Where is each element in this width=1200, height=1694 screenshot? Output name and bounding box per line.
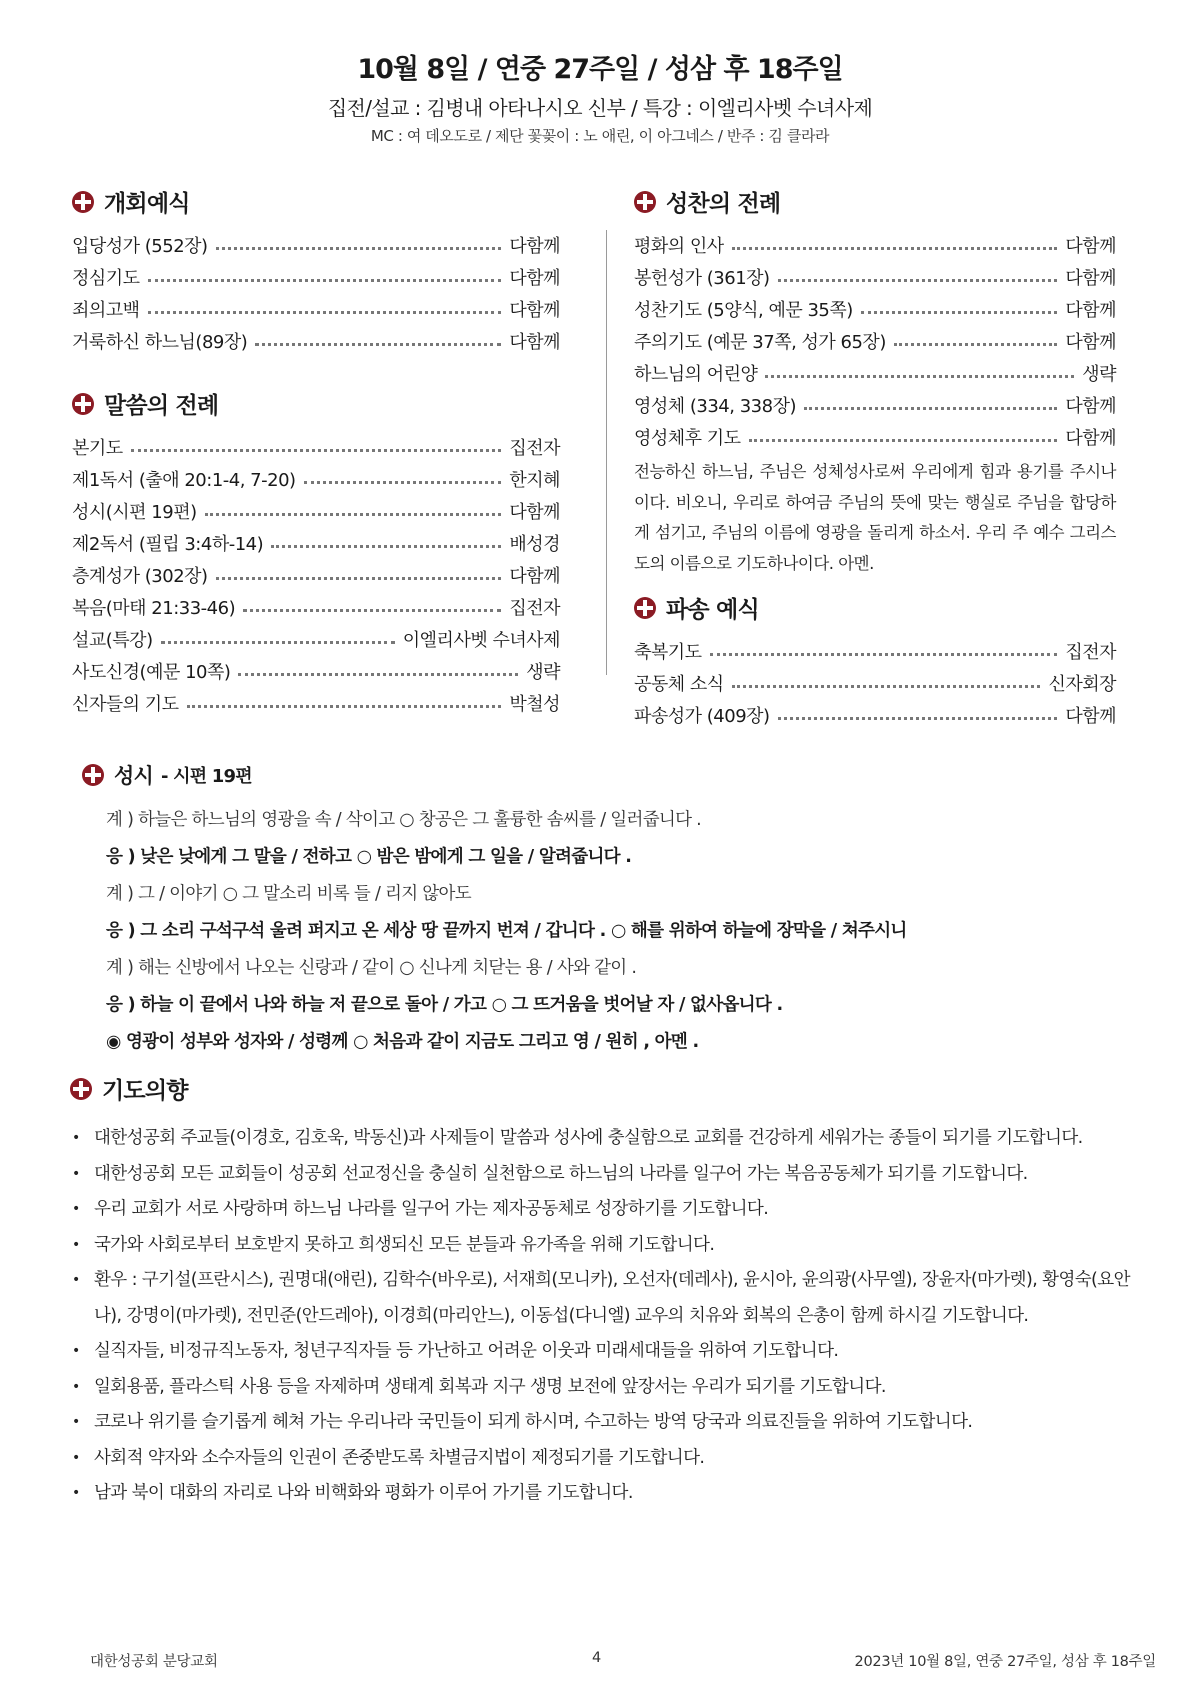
order-item-value: 다함께	[509, 268, 560, 289]
order-row	[634, 667, 1116, 699]
order-item-value: 다함께	[1065, 268, 1116, 289]
section-title: 성찬의 전례	[634, 185, 1116, 218]
order-item-label: 축복기도	[634, 642, 702, 663]
order-row	[72, 463, 560, 495]
order-item-value: 다함께	[1065, 300, 1116, 321]
dot-leader	[804, 407, 1057, 410]
intention-item: • 일회용품, 플라스틱 사용 등을 자제하며 생태계 회복과 지구 생명 보전에 앞장서는 우리가 되기를 기도합니다.	[70, 1370, 1150, 1406]
order-row	[72, 559, 560, 591]
order-item-value: 다함께	[1065, 706, 1116, 727]
order-row	[72, 293, 560, 325]
order-item-value: 다함께	[1065, 332, 1116, 353]
order-row	[72, 229, 560, 261]
dot-leader	[732, 247, 1058, 250]
section-title: 성시 - 시편 19편	[82, 760, 1142, 790]
psalm-line: 응 ) 그 소리 구석구석 울려 퍼지고 온 세상 땅 끝까지 번져 / 갑니다 . ○ 해를 위하여 하늘에 장막을 / 쳐주시니	[106, 921, 907, 941]
order-list	[72, 229, 560, 357]
order-row	[72, 527, 560, 559]
cross-circle-icon	[72, 191, 94, 213]
section-title: 개회예식	[72, 185, 560, 218]
psalm-lines	[82, 802, 1142, 1061]
order-item-value: 다함께	[509, 566, 560, 587]
dot-leader	[778, 717, 1058, 720]
order-item-value: 다함께	[509, 236, 560, 257]
psalm-line: 응 ) 하늘 이 끝에서 나와 하늘 저 끝으로 돌아 / 가고 ○ 그 뜨거움을 벗어날 자 / 없사옵니다 .	[106, 995, 783, 1015]
intention-item: • 국가와 사회로부터 보호받지 못하고 희생되신 모든 분들과 유가족을 위해 기도합니다.	[70, 1228, 1150, 1264]
cross-circle-icon	[70, 1078, 92, 1100]
dot-leader	[161, 641, 395, 644]
dot-leader	[187, 705, 502, 708]
section-title: 파송 예식	[634, 591, 1116, 624]
order-row	[634, 635, 1116, 667]
order-item-value: 신자회장	[1048, 674, 1116, 695]
dot-leader	[255, 343, 501, 346]
cross-circle-icon	[634, 597, 656, 619]
order-row	[72, 431, 560, 463]
order-list	[634, 635, 1116, 731]
intentions-section	[70, 1072, 1150, 1512]
dot-leader	[861, 311, 1058, 314]
dismissal-section	[634, 591, 1116, 731]
order-item-value: 이엘리사벳 수녀사제	[402, 630, 560, 651]
right-column	[634, 185, 1116, 731]
psalm-line: 계 ) 하늘은 하느님의 영광을 속 / 삭이고 ○ 창공은 그 훌륭한 솜씨를 / 일러줍니다 .	[106, 810, 702, 830]
psalm-line: 응 ) 낮은 낮에게 그 말을 / 전하고 ○ 밤은 밤에게 그 일을 / 알려줍니다 .	[106, 847, 632, 867]
intention-item: • 실직자들, 비정규직노동자, 청년구직자들 등 가난하고 어려운 이웃과 미래세대들을 위하여 기도합니다.	[70, 1334, 1150, 1370]
order-row	[634, 229, 1116, 261]
order-item-label: 죄의고백	[72, 300, 140, 321]
order-item-value: 다함께	[1065, 236, 1116, 257]
order-row	[72, 687, 560, 719]
psalm-line: 계 ) 그 / 이야기 ○ 그 말소리 비록 들 / 리지 않아도	[106, 884, 471, 904]
intention-item: • 대한성공회 주교들(이경호, 김호욱, 박동신)과 사제들이 말씀과 성사에 충실함으로 교회를 건강하게 세워가는 종들이 되기를 기도합니다.	[70, 1121, 1150, 1157]
order-item-label: 공동체 소식	[634, 674, 724, 695]
order-item-label: 입당성가 (552장)	[72, 236, 208, 257]
bulletin-header	[0, 52, 1200, 147]
order-item-value: 생략	[1082, 364, 1116, 385]
order-item-label: 성찬기도 (5양식, 예문 35쪽)	[634, 300, 853, 321]
order-item-label: 평화의 인사	[634, 236, 724, 257]
order-item-label: 봉헌성가 (361장)	[634, 268, 770, 289]
order-item-value: 집전자	[509, 438, 560, 459]
eucharist-section	[634, 185, 1116, 579]
column-divider	[606, 230, 607, 675]
section-title: 기도의향	[70, 1072, 1150, 1105]
church-name: 대한성공회 분당교회	[90, 1654, 218, 1670]
dot-leader	[216, 577, 502, 580]
order-row	[634, 261, 1116, 293]
intention-item: • 남과 북이 대화의 자리로 나와 비핵화와 평화가 이루어 가기를 기도합니다.	[70, 1476, 1150, 1512]
dot-leader	[710, 653, 1058, 656]
order-row	[634, 325, 1116, 357]
order-item-label: 신자들의 기도	[72, 694, 179, 715]
section-title: 말씀의 전례	[72, 387, 560, 420]
dot-leader	[765, 375, 1074, 378]
intention-item: • 대한성공회 모든 교회들이 성공회 선교정신을 충실히 실천함으로 하느님의 나라를 일구어 가는 복음공동체가 되기를 기도합니다.	[70, 1157, 1150, 1193]
left-column	[72, 185, 560, 719]
dot-leader	[894, 343, 1057, 346]
psalm-section	[82, 760, 1142, 1061]
order-item-value: 집전자	[1065, 642, 1116, 663]
order-item-label: 제1독서 (출애 20:1-4, 7-20)	[72, 470, 296, 491]
opening-section	[72, 185, 560, 357]
intention-item: • 환우 : 구기설(프란시스), 권명대(애린), 김학수(바우로), 서재희(모니카), 오선자(데레사), 윤시아, 윤의광(사무엘), 장윤자(마가렛), 황영숙(요안나), 강명이(마가렛), 전민준(안드레아), 이경희(마리안느), 이동섭(다니엘) 교우의 치유와 회복의 은총이 함께 하시길 기도합니다.	[70, 1263, 1150, 1334]
order-row	[72, 623, 560, 655]
order-item-value: 다함께	[509, 332, 560, 353]
word-section	[72, 387, 560, 719]
order-row	[634, 357, 1116, 389]
order-item-value: 집전자	[509, 598, 560, 619]
order-item-label: 제2독서 (필립 3:4하-14)	[72, 534, 264, 555]
order-item-value: 다함께	[1065, 396, 1116, 417]
dot-leader	[304, 481, 502, 484]
order-item-label: 하느님의 어린양	[634, 364, 758, 385]
order-item-value: 다함께	[509, 300, 560, 321]
cross-circle-icon	[634, 191, 656, 213]
order-item-value: 생략	[526, 662, 560, 683]
dot-leader	[216, 247, 502, 250]
order-item-value: 다함께	[1065, 428, 1116, 449]
psalm-line: 계 ) 해는 신방에서 나오는 신랑과 / 같이 ○ 신나게 치닫는 용 / 사와 같이 .	[106, 958, 637, 978]
section-subtitle: - 시편 19편	[160, 766, 252, 787]
order-item-label: 층계성가 (302장)	[72, 566, 208, 587]
cross-circle-icon	[82, 764, 104, 786]
order-row	[634, 293, 1116, 325]
order-item-label: 정심기도	[72, 268, 140, 289]
page-subtitle: 집전/설교 : 김병내 아타나시오 신부 / 특강 : 이엘리사벳 수녀사제	[327, 96, 873, 120]
dot-leader	[205, 513, 502, 516]
dot-leader	[243, 609, 501, 612]
cross-circle-icon	[72, 393, 94, 415]
order-item-value: 한지혜	[509, 470, 560, 491]
order-item-label: 거룩하신 하느님(89장)	[72, 332, 248, 353]
dot-leader	[732, 685, 1041, 688]
order-row	[72, 495, 560, 527]
psalm-line: ◉ 영광이 성부와 성자와 / 성령께 ○ 처음과 같이 지금도 그리고 영 / 원히 , 아멘 .	[106, 1032, 699, 1052]
order-list	[634, 229, 1116, 453]
staff-line: MC : 여 데오도로 / 제단 꽃꽂이 : 노 애린, 이 아그네스 / 반주 : 김 클라라	[370, 127, 830, 145]
order-row	[634, 421, 1116, 453]
order-item-label: 주의기도 (예문 37쪽, 성가 65장)	[634, 332, 886, 353]
dot-leader	[131, 449, 502, 452]
intention-item: • 사회적 약자와 소수자들의 인권이 존중받도록 차별금지법이 제정되기를 기도합니다.	[70, 1441, 1150, 1477]
dot-leader	[148, 279, 502, 282]
page-number: 4	[592, 1650, 601, 1666]
order-item-label: 설교(특강)	[72, 630, 153, 651]
dot-leader	[238, 673, 518, 676]
dot-leader	[148, 311, 502, 314]
page-title: 10월 8일 / 연중 27주일 / 성삼 후 18주일	[357, 54, 843, 85]
order-item-label: 성시(시편 19편)	[72, 502, 197, 523]
order-row	[72, 591, 560, 623]
intention-item: • 코로나 위기를 슬기롭게 헤쳐 가는 우리나라 국민들이 되게 하시며, 수고하는 방역 당국과 의료진들을 위하여 기도합니다.	[70, 1405, 1150, 1441]
post-communion-prayer: 전능하신 하느님, 주님은 성체성사로써 우리에게 힘과 용기를 주시나이다. 비오니, 우리로 하여금 주님의 뜻에 맞는 행실로 주님을 합당하게 섬기고, 주님의 이름에 영광을 돌리게 하소서. 우리 주 예수 그리스도의 이름으로 기도하나이다. 아멘.	[634, 462, 1116, 573]
order-item-label: 영성체후 기도	[634, 428, 741, 449]
order-item-label: 사도신경(예문 10쪽)	[72, 662, 231, 683]
order-item-label: 영성체 (334, 338장)	[634, 396, 796, 417]
order-item-value: 배성경	[509, 534, 560, 555]
order-row	[634, 389, 1116, 421]
intention-list	[70, 1121, 1150, 1512]
order-row	[72, 325, 560, 357]
order-item-value: 박철성	[509, 694, 560, 715]
intention-item: • 우리 교회가 서로 사랑하며 하느님 나라를 일구어 가는 제자공동체로 성장하기를 기도합니다.	[70, 1192, 1150, 1228]
order-row	[72, 655, 560, 687]
order-item-value: 다함께	[509, 502, 560, 523]
order-row	[72, 261, 560, 293]
order-item-label: 복음(마태 21:33-46)	[72, 598, 236, 619]
footer-date: 2023년 10월 8일, 연중 27주일, 성삼 후 18주일	[854, 1654, 1156, 1670]
dot-leader	[271, 545, 501, 548]
dot-leader	[778, 279, 1058, 282]
order-item-label: 파송성가 (409장)	[634, 706, 770, 727]
dot-leader	[749, 439, 1058, 442]
order-list	[72, 431, 560, 719]
order-item-label: 본기도	[72, 438, 123, 459]
order-row	[634, 699, 1116, 731]
